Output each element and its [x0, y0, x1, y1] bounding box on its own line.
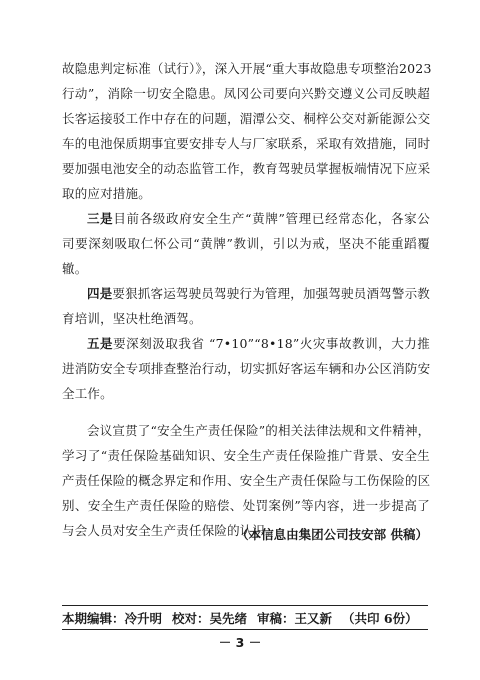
- text-line: 进消防安全专项排查整治行动，切实抓好客运车辆和办公区消防安: [62, 361, 431, 376]
- footer-editor: 本期编辑：冷升明: [62, 611, 163, 626]
- footer-reviewer: 审稿：王又新: [257, 611, 333, 626]
- text-line: 长客运接驳工作中存在的问题，湄潭公交、桐梓公交对新能源公交: [62, 111, 431, 126]
- text-line: 辙。: [62, 261, 88, 276]
- text-line: [62, 206, 430, 231]
- footer-bottom-rule: [62, 629, 428, 630]
- point-lead: 三是: [87, 211, 114, 226]
- text-line: 要加强电池安全的动态监管工作，教育驾驶员掌握板端情况下应采: [62, 161, 431, 176]
- point-text: 要深刻汲取我省 “7•10”“8•18”火灾事故教训，大力推: [113, 336, 431, 351]
- footer-top-rule: [62, 605, 428, 606]
- text-line: 取的应对措施。: [62, 186, 151, 201]
- footer-proofreader: 校对：吴先绪: [172, 611, 248, 626]
- text-line: 会议宣贯了“安全生产责任保险”的相关法律法规和文件精神，: [87, 423, 431, 438]
- text-line: 车的电池保质期事宜要安排专人与厂家联系，采取有效措施，同时: [62, 136, 431, 151]
- source-note: （本信息由集团公司技安部 供稿）: [236, 527, 428, 542]
- text-line: 育培训，坚决杜绝酒驾。: [62, 311, 202, 326]
- text-line: 产责任保险的概念界定和作用、安全生产责任保险与工伤保险的区: [62, 473, 431, 488]
- paragraph-point-three: [62, 206, 430, 281]
- footer-copies: （共印 6份）: [342, 611, 418, 626]
- point-lead: 四是: [87, 286, 113, 301]
- text-line: [62, 281, 430, 306]
- page-number: － 3 －: [218, 635, 262, 650]
- paragraph-hazard-rectification: [62, 56, 430, 206]
- text-line: 别、安全生产责任保险的赔偿、处罚案例”等内容，进一步提高了: [62, 498, 430, 513]
- text-line: 全工作。: [62, 386, 113, 401]
- editorial-footer: [62, 610, 428, 628]
- point-text: 目前各级政府安全生产“黄牌”管理已经常态化，各家公: [113, 211, 430, 226]
- paragraph-point-five: [62, 331, 430, 406]
- point-text: 要狠抓客运驾驶员驾驶行为管理，加强驾驶员酒驾警示教: [112, 286, 430, 301]
- text-line: 与会人员对安全生产责任保险的认识。: [62, 523, 278, 538]
- point-lead: 五是: [87, 336, 114, 351]
- paragraph-point-four: [62, 281, 430, 331]
- text-line: 故隐患判定标准（试行）》，深入开展“重大事故隐患专项整治2023: [62, 61, 432, 76]
- text-line: [62, 331, 430, 356]
- text-line: 学习了“责任保险基础知识、安全生产责任保险推广背景、安全生: [62, 448, 430, 463]
- text-line: 行动”，消除一切安全隐患。凤冈公司要向兴黔交遵义公司反映超: [62, 86, 430, 101]
- text-line: 司要深刻吸取仁怀公司“黄牌”教训，引以为戒，坚决不能重蹈覆: [62, 236, 430, 251]
